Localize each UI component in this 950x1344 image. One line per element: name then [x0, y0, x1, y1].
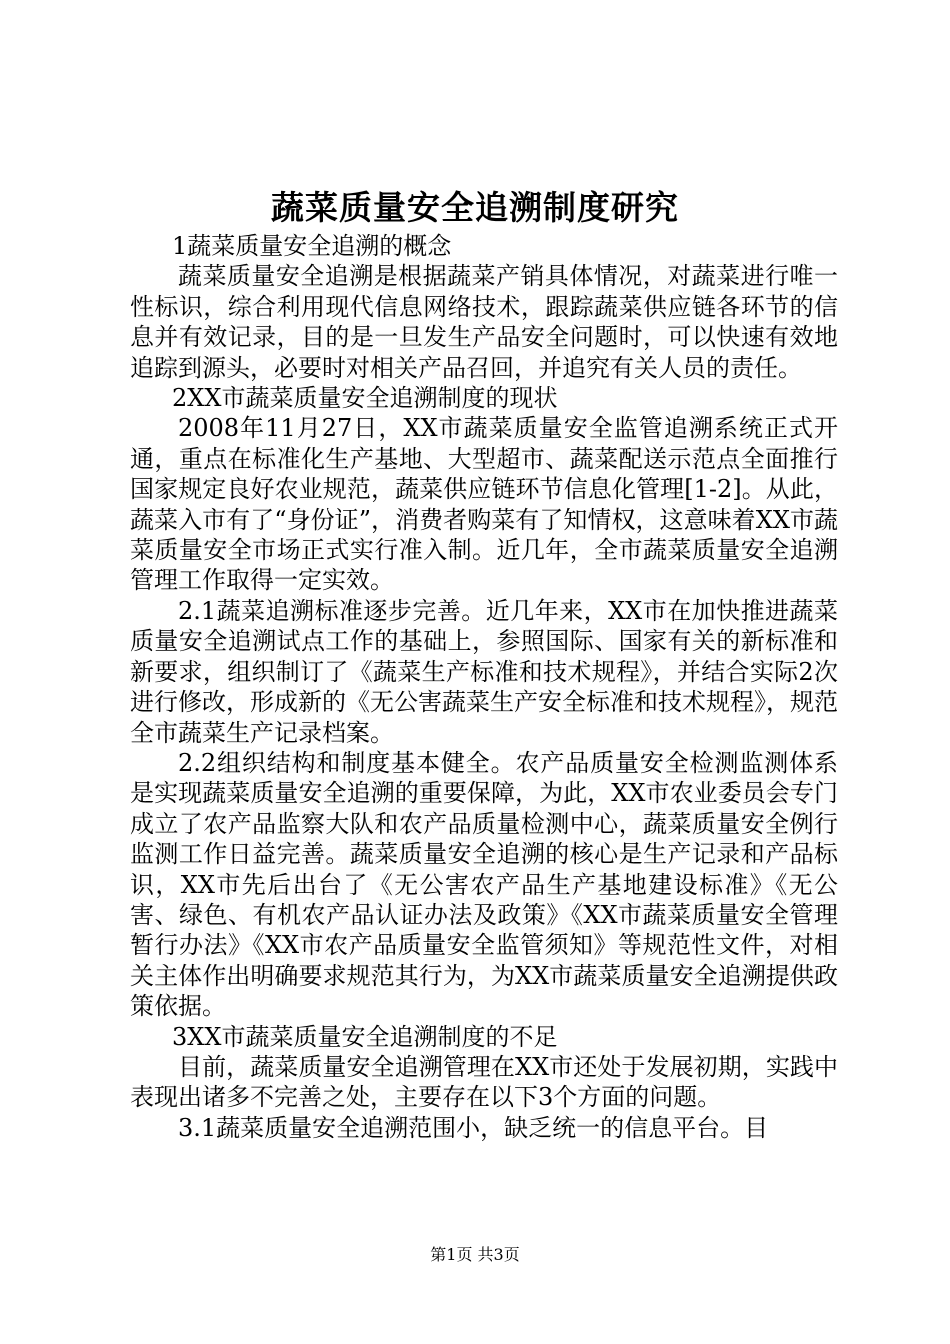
paragraph-2-2: 2.2组织结构和制度基本健全。农产品质量安全检测监测体系是实现蔬菜质量安全追溯的重要保障，为此，XX市农业委员会专门成立了农产品监察大队和农产品质量检测中心，蔬菜质量安全例行监测工作日益完善。蔬菜质量安全追溯的核心是生产记录和产品标识，XX市先后出台了《无公害农产品生产基地建设标准》《无公害、绿色、有机农产品认证办法及政策》《XX市蔬菜质量安全管理暂行办法》《XX市农产品质量安全监管须知》等规范性文件，对相关主体作出明确要求规范其行为，为XX市蔬菜质量安全追溯提供政策依据。: [130, 748, 838, 1021]
paragraph-3-1: 3.1蔬菜质量安全追溯范围小，缺乏统一的信息平台。目: [178, 1113, 769, 1142]
paragraph-3-intro: 目前，蔬菜质量安全追溯管理在XX市还处于发展初期，实践中表现出诸多不完善之处，主要存在以下3个方面的问题。: [130, 1052, 838, 1112]
section-heading-3: 3XX市蔬菜质量安全追溯制度的不足: [172, 1022, 558, 1051]
page-footer: 第1页 共3页: [430, 1245, 520, 1264]
paragraph-2-1: 2.1蔬菜追溯标准逐步完善。近几年来，XX市在加快推进蔬菜质量安全追溯试点工作的基础上，参照国际、国家有关的新标准和新要求，组织制订了《蔬菜生产标准和技术规程》，并结合实际2次进行修改，形成新的《无公害蔬菜生产安全标准和技术规程》，规范全市蔬菜生产记录档案。: [130, 596, 838, 747]
section-heading-2: 2XX市蔬菜质量安全追溯制度的现状: [172, 384, 558, 413]
section-heading-1: 1蔬菜质量安全追溯的概念: [172, 232, 452, 260]
paragraph-1-1: 蔬菜质量安全追溯是根据蔬菜产销具体情况，对蔬菜进行唯一性标识，综合利用现代信息网络技术，跟踪蔬菜供应链各环节的信息并有效记录，目的是一旦发生产品安全问题时，可以快速有效地追踪到源头，必要时对相关产品召回，并追究有关人员的责任。: [130, 262, 838, 382]
paragraph-2-intro: 2008年11月27日，XX市蔬菜质量安全监管追溯系统正式开通，重点在标准化生产基地、大型超市、蔬菜配送示范点全面推行国家规定良好农业规范，蔬菜供应链环节信息化管理[1-2]。从此，蔬菜入市有了“身份证”，消费者购菜有了知情权，这意味着XX市蔬菜质量安全市场正式实行准入制。近几年，全市蔬菜质量安全追溯管理工作取得一定实效。: [130, 414, 838, 595]
document-title: 蔬菜质量安全追溯制度研究: [271, 188, 679, 227]
document-body: [130, 231, 838, 1143]
